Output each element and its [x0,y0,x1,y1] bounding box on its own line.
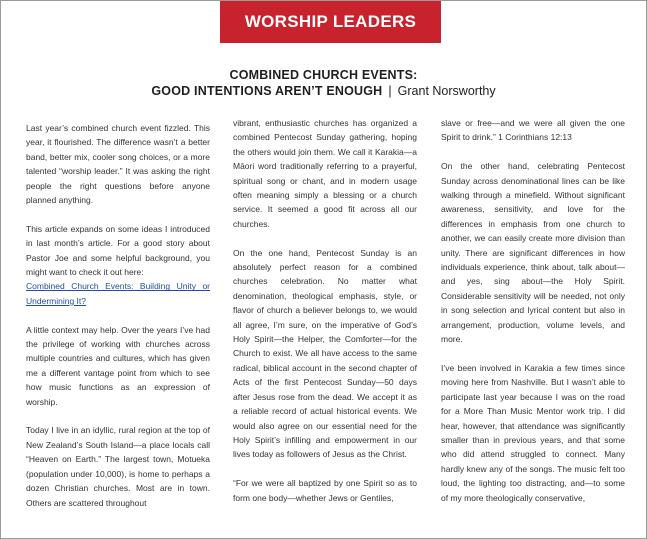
paragraph-text: This article expands on some ideas I introduced in last month’s article. For a good story about Pastor Joe and some helpful background, you might want to check it out here: [26,223,210,278]
article-heading [1,67,646,100]
paragraph: On the other hand, celebrating Pentecost Sunday across denominational lines can be like walking through a minefield. Without significant awareness, sensitivity, and love for the differences in emphasis from one church to another, we can easily create more division than unity. There are significant differences in how individuals experience, think about, talk about—and yes, sing about—the Holy Spirit. Considerable sensitivity will be needed, not only in song selection and lyrical content but also in arrangement, production, volume levels, and more. [441,161,625,345]
paragraph: vibrant, enthusiastic churches has organized a combined Pentecost Sunday gathering, hoping the others would join them. We call it Karakia—a Māori word traditionally referring to a prayerful, spiritual song or chant, and in modern usage often meaning simply a blessing or a church service. It seemed a good fit across all our churches. [233,118,417,229]
section-banner-label: WORSHIP LEADERS [244,12,417,31]
paragraph: Last year’s combined church event fizzled. This year, it flourished. The difference wasn’t a better band, better mix, cooler song choices, or a more talented “worship leader.” It was asking the right people the right questions before anyone planned anything. [26,123,210,206]
section-banner [220,1,441,43]
paragraph: Today I live in an idyllic, rural region at the top of New Zealand’s South Island—a place locals call “Heaven on Earth.” The largest town, Motueka (population under 10,000), is home to perhaps a dozen Christian churches. Most are in town. Others are scattered throughout [26,425,210,508]
article-column-3 [441,116,625,519]
paragraph: slave or free—and we were all given the one Spirit to drink.” 1 Corinthians 12:13 [441,118,625,143]
article-title-line1: COMBINED CHURCH EVENTS: [229,68,418,82]
article-title-line2 [1,83,646,100]
previous-article-link[interactable]: Combined Church Events: Building Unity or Undermining It? [26,281,210,306]
paragraph: I’ve been involved in Karakia a few times since moving here from Nashville. But I wasn’t able to participate last year because I was on the road for a More Than Music Mentor work trip. I did hear, however, that attendance was significantly smaller than in previous years, and that some who did attend struggled to connect. Many hardly knew any of the songs. The music felt too loud, the lighting too distracting, and—to some of my more theologically conservative, [441,362,625,503]
paragraph: On the one hand, Pentecost Sunday is an absolutely perfect reason for a combined churches celebration. No matter what denomination, theological emphasis, style, or flavor of church a believer belongs to, we would all agree, I’m sure, on the imperative of God’s Holy Spirit—the Helper, the Comforter—for the Church to exist. We all have access to the same radical, biblical account in the second chapter of Acts of the first Pentecost Sunday—50 days after Jesus rose from the dead. We accept it as a reliable record of actual historical events. We would also agree on our essential need for the Holy Spirit’s infilling and empowerment in our lives today as followers of Jesus as the Christ. [233,247,417,460]
article-column-2 [233,116,417,519]
paragraph: A little context may help. Over the years I’ve had the privilege of working with churches across multiple countries and cultures, which has given me a different vantage point from which to see how music functions as an expression of worship. [26,324,210,407]
article-column-1 [26,121,210,524]
article-title-subtitle: GOOD INTENTIONS AREN’T ENOUGH [151,84,383,98]
article-author: Grant Norsworthy [397,84,496,98]
title-separator: | [388,84,392,98]
paragraph: “For we were all baptized by one Spirit so as to form one body—whether Jews or Gentiles, [233,478,417,503]
paragraph [26,222,210,308]
